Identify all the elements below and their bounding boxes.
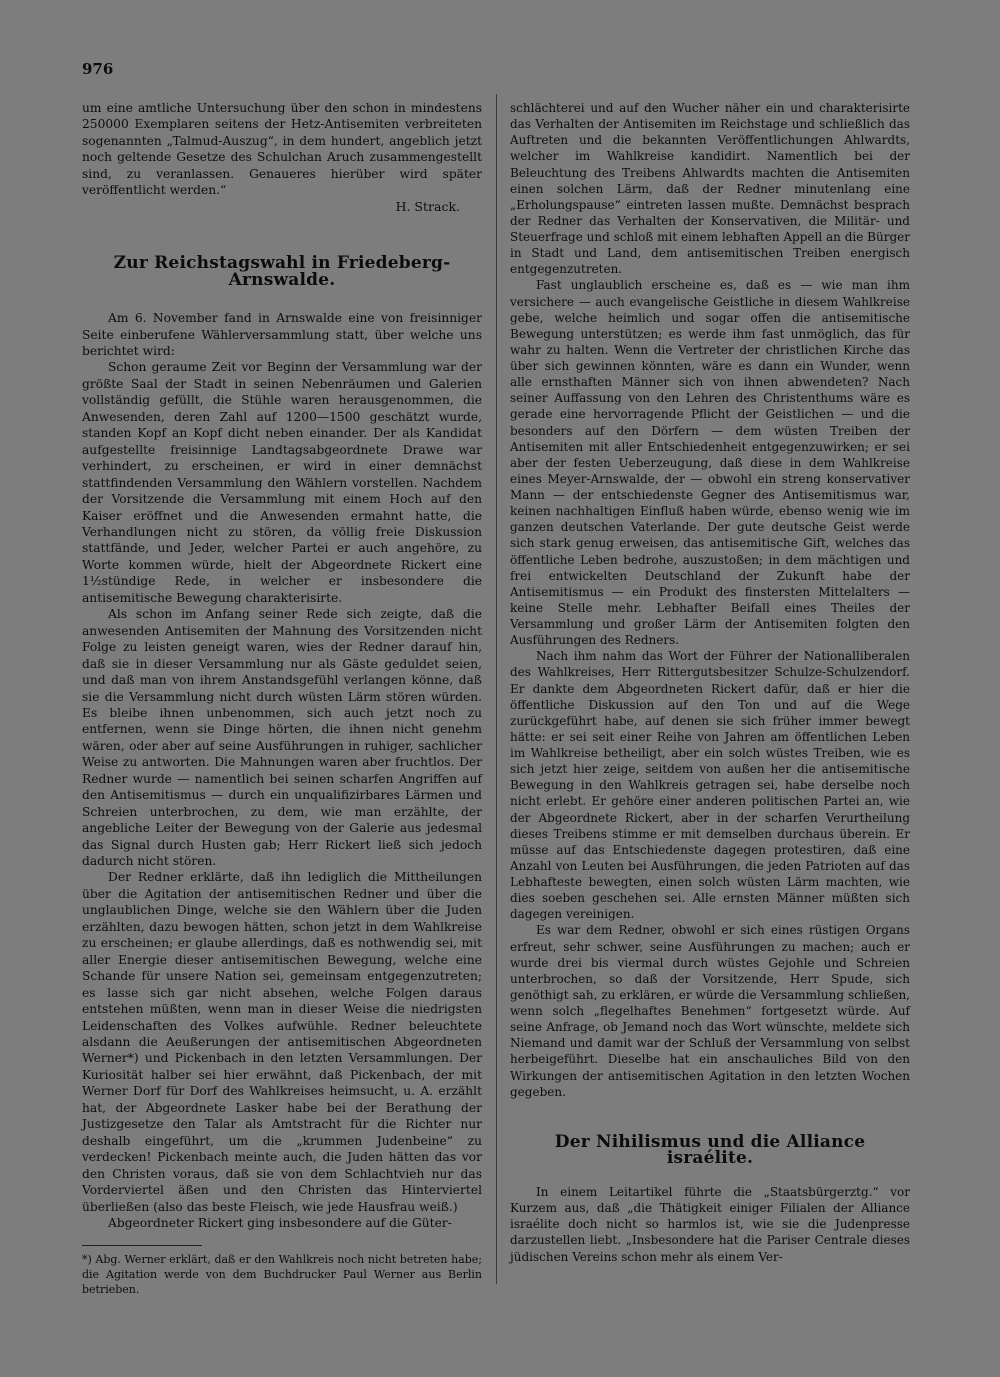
- article-title-reichstagswahl: Zur Reichstagswahl in Friedeberg-Arnswalde.: [113, 253, 451, 290]
- paragraph: Es war dem Redner, obwohl er sich eines rüstigen Organs erfreut, sehr schwer, seine Ausführungen zu machen; auch er wurde drei bis viermal durch wüstes Gejohle und Schreien unterbrochen, so daß der Vorsitzende, Herr Spude, sich genöthigt sah, zu erklären, er würde die Versammlung schließen, wenn solch „flegelhaftes Benehmen“ fortgesetzt würde. Auf seine Anfrage, ob Jemand noch das Wort wünschte, meldete sich Niemand und damit war der Schluß der Versammlung von selbst herbeigeführt. Dieselbe hat ein anschauliches Bild von den Wirkungen der antisemitischen Agitation in den letzten Wochen gegeben.: [510, 923, 910, 1099]
- column-divider: [496, 94, 497, 1284]
- article-title-nihilismus: Der Nihilismus und die Alliance israélite.: [554, 1131, 866, 1168]
- right-column: [510, 100, 910, 1280]
- paragraph: Als schon im Anfang seiner Rede sich zeigte, daß die anwesenden Antisemiten der Mahnung des Vorsitzenden nicht Folge zu leisten geneigt waren, wies der Redner darauf hin, daß sie in dieser Versammlung nur als Gäste geduldet seien, und daß man von ihrem Anstandsgefühl verlangen könne, daß sie die Versammlung nicht durch wüsten Lärm stören würden. Es bleibe ihnen unbenommen, sich auch jetzt noch zu entfernen, wenn sie Dinge hörten, die ihnen nicht genehm wären, oder aber auf seine Ausführungen in ruhiger, sachlicher Weise zu antworten. Die Mahnungen waren aber fruchtlos. Der Redner wurde — namentlich bei seinen scharfen Angriffen auf den Antisemitismus — durch ein unqualifizirbares Lärmen und Schreien unterbrochen, zu dem, wie man erzählte, der angebliche Leiter der Bewegung von der Galerie aus jedesmal das Signal durch Husten gab; Herr Rickert ließ sich jedoch dadurch nicht stören.: [82, 607, 482, 869]
- page-number: 976: [82, 60, 114, 78]
- paragraph: Nach ihm nahm das Wort der Führer der Nationalliberalen des Wahlkreises, Herr Rittergutsbesitzer Schulze-Schulzendorf. Er dankte dem Abgeordneten Rickert dafür, daß er hier die öffentliche Diskussion auf den Ton und auf die Wege zurückgeführt habe, auf denen sie sich früher immer bewegt hätte: er sei seit einer Reihe von Jahren am öffentlichen Leben im Wahlkreise betheiligt, aber ein solch wüstes Treiben, wie es sich jetzt hier zeige, seitdem von außen her die antisemitische Bewegung in den Wahlkreis getragen sei, habe derselbe noch nicht erlebt. Er gehöre einer anderen politischen Partei an, wie der Abgeordnete Rickert, aber in der scharfen Verurtheilung dieses Treibens stimme er mit demselben durchaus überein. Er müsse auf das Entschiedenste dagegen protestiren, daß eine Anzahl von Leuten bei Ausführungen, die jeden Patrioten auf das Lebhafteste bewegten, einen solch wüsten Lärm machten, wie dies soeben geschehen sei. Alle ernsten Männer müßten sich dagegen vereinigen.: [510, 649, 910, 922]
- paragraph: Am 6. November fand in Arnswalde eine von freisinniger Seite einberufene Wählerversammlung statt, über welche uns berichtet wird:: [82, 311, 482, 358]
- intro-paragraph: um eine amtliche Untersuchung über den schon in mindestens 250000 Exemplaren seitens der Hetz-Antisemiten verbreiteten sogenannten „Talmud-Auszug“, in dem hundert, angeblich jetzt noch geltende Gesetze des Schulchan Aruch zusammengestellt sind, zu veranlassen. Genaueres hierüber wird später veröffentlicht werden.“: [82, 101, 482, 198]
- footnote: *) Abg. Werner erklärt, daß er den Wahlkreis noch nicht betreten habe; die Agitation werde von dem Buchdrucker Paul Werner aus Berlin betrieben.: [82, 1253, 482, 1297]
- paragraph: Der Redner erklärte, daß ihn lediglich die Mittheilungen über die Agitation der antisemitischen Redner und über die unglaublichen Dinge, welche sie den Wählern über die Juden erzählten, dazu bewogen hätten, schon jetzt in dem Wahlkreise zu erscheinen; er glaube allerdings, daß es nothwendig sei, mit aller Energie dieser antisemitischen Bewegung, welche eine Schande für unsere Nation sei, gemeinsam entgegenzutreten; es lasse sich gar nicht absehen, welche Folgen daraus entstehen müßten, wenn man in dieser Weise die niedrigsten Leidenschaften des Volkes aufwühle. Redner beleuchtete alsdann die Aeußerungen der antisemitischen Abgeordneten Werner*) und Pickenbach in den letzten Versammlungen. Der Kuriosität halber sei hier erwähnt, daß Pickenbach, der mit Werner Dorf für Dorf des Wahlkreises heimsucht, u. A. erzählt hat, der Abgeordnete Lasker habe bei der Berathung der Justizgesetze den Talar als Amtstracht für die Richter nur deshalb eingeführt, um die „krummen Judenbeine“ zu verdecken! Pickenbach meinte auch, die Juden hätten das vor den Christen voraus, daß sie von dem Schlachtvieh nur das Vorderviertel äßen und den Christen das Hinterviertel überließen (also das beste Fleisch, wie jede Hausfrau weiß.): [82, 870, 482, 1214]
- paragraph: Abgeordneter Rickert ging insbesondere auf die Güter-: [108, 1216, 452, 1230]
- paragraph: Schon geraume Zeit vor Beginn der Versammlung war der größte Saal der Stadt in seinen Nebenräumen und Galerien vollständig gefüllt, die Stühle waren herausgenommen, die Anwesenden, deren Zahl auf 1200—1500 geschätzt wurde, standen Kopf an Kopf dicht neben einander. Der als Kandidat aufgestellte freisinnige Landtagsabgeordnete Drawe war verhindert, zu erscheinen, er wird in einer demnächst stattfindenden Versammlung den Wählern vorstellen. Nachdem der Vorsitzende die Versammlung mit einem Hoch auf den Kaiser eröffnet und die Anwesenden ermahnt hatte, die Verhandlungen nicht zu stören, da völlig freie Diskussion stattfände, und Jeder, welcher Partei er auch angehöre, zu Worte kommen würde, hielt der Abgeordnete Rickert eine 1½stündige Rede, in welcher er insbesondere die antisemitische Bewegung charakterisirte.: [82, 360, 482, 605]
- paragraph: schlächterei und auf den Wucher näher ein und charakterisirte das Verhalten der Antisemiten im Reichstage und schließlich das Auftreten und die bekannten Veröffentlichungen Ahlwardts, welcher im Wahlkreise kandidirt. Namentlich bei der Beleuchtung des Treibens Ahlwardts machten die Antisemiten einen solchen Lärm, daß der Redner minutenlang eine „Erholungspause“ eintreten lassen mußte. Demnächst besprach der Redner das Verhalten der Konservativen, die Militär- und Steuerfrage und schloß mit einem lebhaften Appell an die Bürger in Stadt und Land, dem antisemitischen Treiben energisch entgegenzutreten.: [510, 101, 910, 277]
- footnote-divider: [82, 1245, 202, 1246]
- paragraph: Fast unglaublich erscheine es, daß es — wie man ihm versichere — auch evangelische Geistliche in diesem Wahlkreise gebe, welche heimlich und sogar offen die antisemitische Bewegung unterstützen; es werde ihm fast unmöglich, das für wahr zu halten. Wenn die Vertreter der christlichen Kirche das über sich gewinnen könnten, wäre es dann ein Wunder, wenn alle ernsthaften Männer sich von ihnen abwendeten? Nach seiner Auffassung von den Lehren des Christenthums wäre es gerade eine hervorragende Pflicht der Geistlichen — und die besonders auf den Dörfern — dem wüsten Treiben der Antisemiten mit aller Entschiedenheit entgegenzuwirken; er sei aber der festen Ueberzeugung, daß diese in dem Wahlkreise eines Meyer-Arnswalde, der — obwohl ein streng konservativer Mann — der entschiedenste Gegner des Antisemitismus war, keinen nachhaltigen Einfluß haben würde, ebenso wenig wie im ganzen deutschen Vaterlande. Der gute deutsche Geist werde sich stark genug erweisen, das antisemitische Gift, welches das öffentliche Leben bedrohe, auszustoßen; in dem mächtigen und frei entwickelten Deutschland der Zukunft habe der Antisemitismus — ein Produkt des finstersten Mittelalters — keine Stelle mehr. Lebhafter Beifall eines Theiles der Versammlung und großer Lärm der Antisemiten folgten den Ausführungen des Redners.: [510, 278, 910, 648]
- left-column: [82, 100, 482, 1300]
- paragraph: In einem Leitartikel führte die „Staatsbürgerztg.“ vor Kurzem aus, daß „die Thätigkeit einiger Filialen der Alliance israélite doch nicht so harmlos ist, wie sie die Judenpresse darzustellen liebt. „Insbesondere hat die Pariser Centrale dieses jüdischen Vereins schon mehr als einem Ver-: [510, 1185, 910, 1264]
- signature: H. Strack.: [395, 198, 460, 214]
